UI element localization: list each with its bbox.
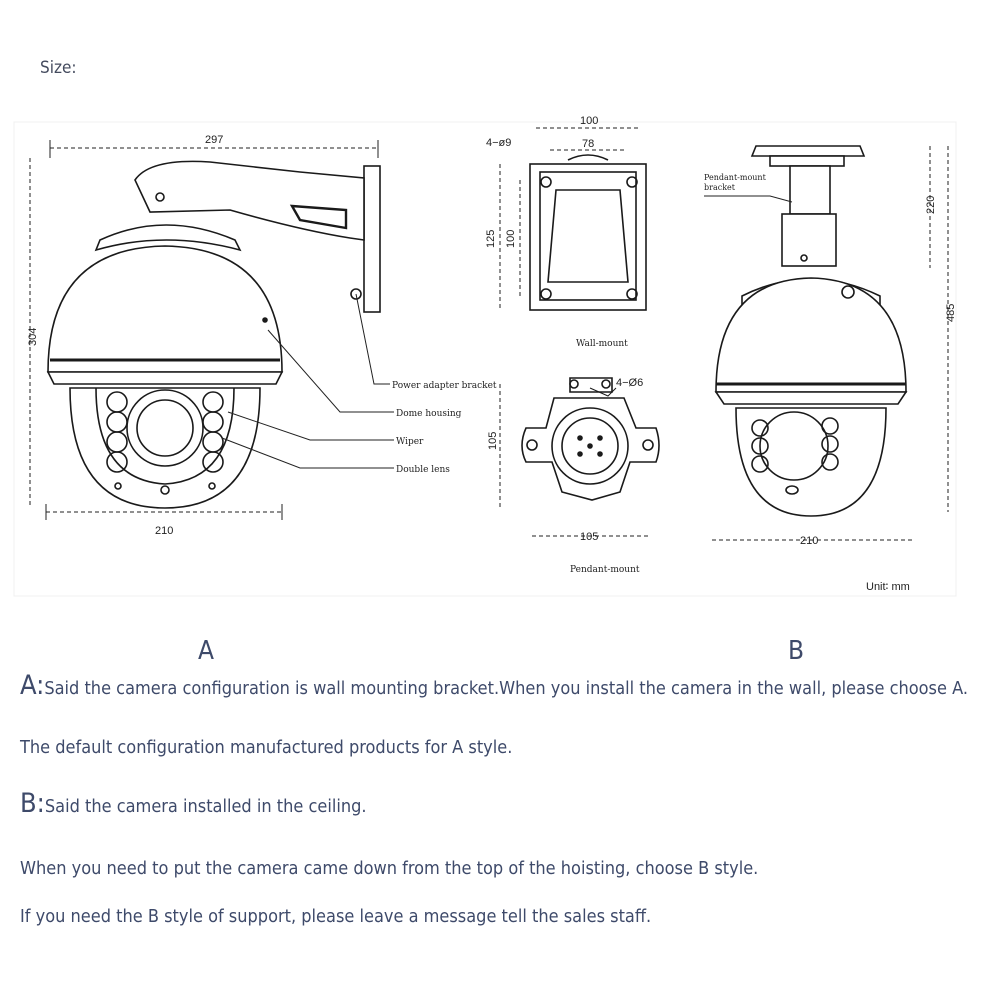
dim-pendant-width: 105 [580,531,599,543]
callout-pendant-bracket-line2: bracket [704,183,735,192]
dim-wall-top-outer: 100 [580,115,599,127]
paragraph-b-text: Said the camera installed in the ceiling. [44,796,367,817]
wall-mount-drawing [530,155,646,310]
dim-wall-top-inner: 78 [582,138,595,150]
paragraph-b-description [20,788,367,819]
paragraph-default-config: The default configuration manufactured products for A style. [20,737,513,758]
paragraph-a-text: Said the camera configuration is wall mounting bracket.When you install the camera in the wall, please choose A. [44,678,969,699]
paragraph-a-description [20,670,968,701]
pendant-mount-caption: Pendant-mount [570,565,640,575]
paragraph-a-prefix: A: [20,670,45,701]
dim-pendant-holes: 4−Ø6 [616,377,644,389]
dim-a-bottom: 210 [155,525,174,537]
paragraph-b-contact: If you need the B style of support, please leave a message tell the sales staff. [20,906,652,927]
dim-b-bottom: 210 [800,535,819,547]
paragraph-b-usage: When you need to put the camera came down from the top of the hoisting, choose B style. [20,858,759,879]
wall-mount-caption: Wall-mount [576,339,628,349]
dim-wall-height-inner: 100 [505,229,517,248]
dim-a-width: 297 [205,134,224,146]
unit-label: Unit∶ mm [866,581,910,593]
paragraph-b-prefix: B: [20,788,45,819]
callout-double-lens: Double lens [396,465,450,475]
dim-b-total: 485 [945,303,957,322]
callout-dome-housing: Dome housing [396,409,462,419]
label-b: B [788,636,805,666]
callout-wiper: Wiper [396,437,424,447]
dim-b-upper: 220 [925,195,937,214]
dim-a-height: 304 [27,327,39,346]
dim-wall-holes: 4−ø9 [486,137,512,149]
label-a: A [198,636,214,666]
dim-wall-height-outer: 125 [485,229,497,248]
size-label: Size: [40,58,77,78]
callout-pendant-bracket-line1: Pendant-mount [704,173,766,182]
callout-power-adapter: Power adapter bracket [392,381,497,391]
dim-pendant-height: 105 [487,431,499,450]
